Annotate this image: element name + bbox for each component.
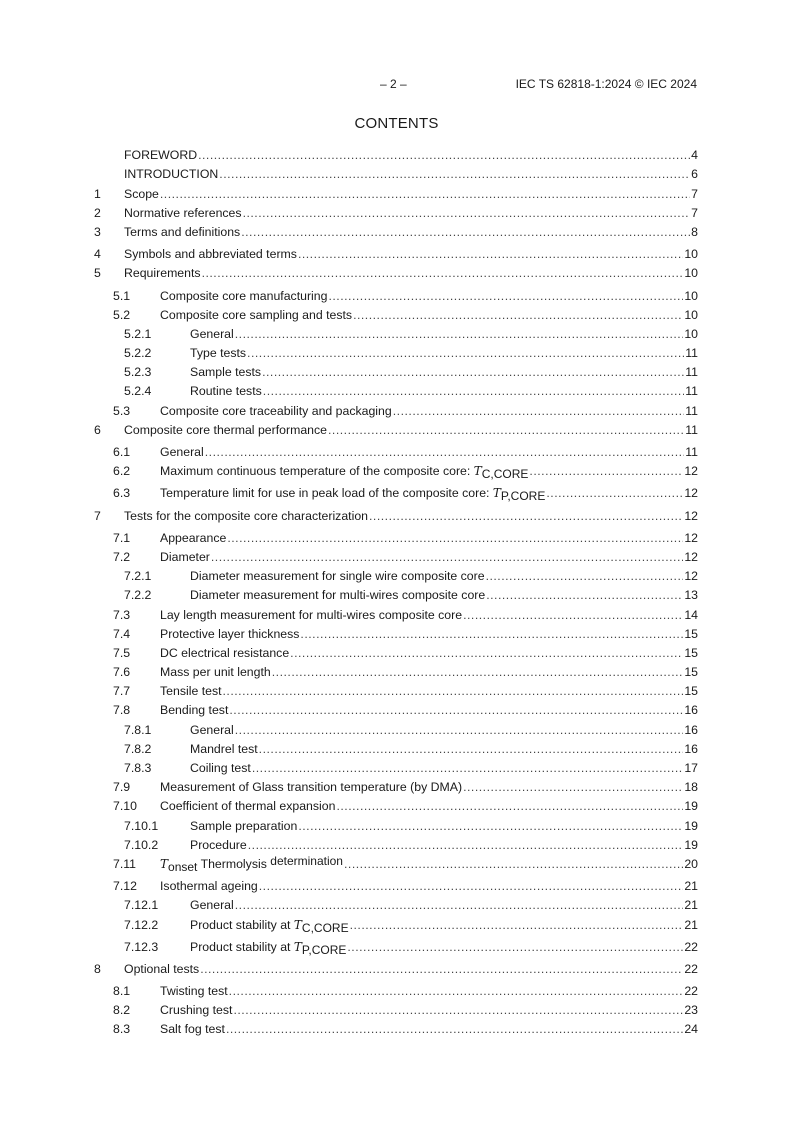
toc-entry-title bbox=[190, 587, 485, 603]
toc-entry-number: 7.12 bbox=[113, 879, 137, 894]
toc-entry-title bbox=[160, 983, 228, 999]
dot-leader bbox=[298, 818, 683, 834]
toc-entry-title bbox=[160, 549, 210, 565]
toc-entry-title bbox=[160, 798, 335, 814]
toc-entry-title bbox=[160, 645, 289, 661]
toc-entry-number: 7.10.2 bbox=[124, 837, 159, 852]
toc-entry[interactable] bbox=[94, 342, 698, 361]
toc-entry-title bbox=[160, 626, 299, 642]
toc-entry-number: 6.1 bbox=[113, 445, 131, 459]
toc-entry[interactable] bbox=[94, 441, 698, 460]
toc-entry-page: 11 bbox=[685, 365, 698, 380]
symbol-subscript: onset bbox=[168, 859, 198, 874]
toc-entry-title-text: Salt fog test bbox=[160, 1022, 225, 1037]
toc-entry-title bbox=[190, 818, 297, 834]
toc-entry-title bbox=[190, 326, 234, 342]
dot-leader bbox=[243, 205, 691, 221]
symbol-T: T bbox=[293, 939, 302, 954]
toc-entry-title-text: General bbox=[190, 722, 234, 737]
toc-entry[interactable] bbox=[94, 284, 698, 303]
toc-entry[interactable] bbox=[94, 834, 698, 853]
toc-entry-title-text: INTRODUCTION bbox=[124, 167, 219, 182]
dot-leader bbox=[227, 530, 683, 546]
toc-entry-title-text: Requirements bbox=[124, 266, 201, 281]
document-id: IEC TS 62818-1:2024 © IEC 2024 bbox=[515, 77, 697, 91]
dot-leader bbox=[248, 837, 684, 853]
dot-leader bbox=[463, 607, 683, 623]
toc-entry-number: 8.1 bbox=[113, 984, 131, 999]
symbol-T: T bbox=[473, 464, 482, 479]
dot-leader bbox=[235, 326, 684, 342]
toc-entry-title-text: Sample tests bbox=[190, 365, 262, 380]
toc-entry-page: 15 bbox=[684, 645, 698, 660]
toc-entry-page: 11 bbox=[685, 445, 698, 459]
toc-entry-title bbox=[124, 265, 201, 281]
page-header bbox=[0, 76, 793, 92]
toc-entry-title bbox=[124, 422, 327, 438]
toc-entry-number: 8.3 bbox=[113, 1022, 131, 1037]
toc-entry-page: 11 bbox=[685, 422, 698, 437]
dot-leader bbox=[259, 741, 684, 757]
toc-entry-page: 16 bbox=[684, 722, 698, 737]
toc-entry-title-text: FOREWORD bbox=[124, 148, 198, 163]
toc-entry-title-text: Twisting test bbox=[160, 984, 228, 999]
toc-entry-page: 18 bbox=[684, 780, 698, 795]
dot-leader bbox=[229, 983, 684, 999]
toc-entry-title bbox=[160, 702, 228, 718]
toc-entry-title bbox=[160, 664, 271, 680]
toc-entry[interactable] bbox=[94, 361, 698, 380]
toc-entry-page: 11 bbox=[685, 346, 698, 361]
toc-entry-title bbox=[190, 364, 261, 380]
toc-entry-title bbox=[160, 1021, 225, 1037]
dot-leader bbox=[205, 444, 684, 460]
toc-entry[interactable] bbox=[94, 323, 698, 342]
toc-entry-title-text: Appearance bbox=[160, 530, 227, 545]
toc-entry-page: 7 bbox=[691, 186, 698, 201]
toc-entry-number: 7.8.2 bbox=[124, 741, 152, 756]
toc-entry[interactable] bbox=[94, 958, 698, 977]
toc-entry-number: 7.12.1 bbox=[124, 898, 159, 913]
toc-entry[interactable] bbox=[94, 163, 698, 182]
toc-entry-title bbox=[124, 166, 218, 182]
dot-leader bbox=[202, 265, 684, 281]
toc-entry-number: 7.8 bbox=[113, 703, 131, 718]
dot-leader bbox=[298, 246, 683, 262]
symbol-T: T bbox=[160, 856, 169, 871]
dot-leader bbox=[328, 422, 684, 438]
toc-entry[interactable] bbox=[94, 623, 698, 642]
toc-entry[interactable] bbox=[94, 565, 698, 584]
dot-leader bbox=[486, 587, 683, 603]
toc-entry-number: 2 bbox=[94, 205, 101, 220]
dot-leader bbox=[263, 383, 684, 399]
toc-entry-page: 4 bbox=[691, 148, 698, 163]
symbol-subscript: C,CORE bbox=[481, 467, 529, 482]
toc-entry-page: 10 bbox=[684, 266, 698, 281]
toc-entry-page: 10 bbox=[684, 247, 698, 262]
toc-entry-title-text: Protective layer thickness bbox=[160, 626, 300, 641]
toc-entry-number: 8 bbox=[94, 961, 101, 976]
toc-entry-number: 7.4 bbox=[113, 626, 131, 641]
toc-entry-number: 4 bbox=[94, 247, 101, 262]
toc-entry[interactable] bbox=[94, 738, 698, 757]
toc-entry-number: 5.3 bbox=[113, 403, 131, 418]
toc-entry-page: 8 bbox=[691, 224, 698, 239]
toc-entry-title bbox=[190, 897, 234, 913]
toc-entry-page: 10 bbox=[684, 326, 698, 341]
toc-entry-page: 12 bbox=[684, 530, 698, 545]
toc-entry-number: 7.9 bbox=[113, 780, 131, 795]
symbol-subscript: C,CORE bbox=[301, 920, 349, 935]
toc-entry-title-text: DC electrical resistance bbox=[160, 645, 290, 660]
toc-entry-page: 15 bbox=[684, 665, 698, 680]
dot-leader bbox=[272, 664, 684, 680]
toc-entry-title bbox=[160, 683, 222, 699]
dot-leader bbox=[328, 288, 683, 304]
toc-entry-title bbox=[160, 530, 226, 546]
toc-entry-title bbox=[190, 837, 247, 853]
toc-entry-number: 7.6 bbox=[113, 665, 131, 680]
dot-leader bbox=[252, 760, 683, 776]
toc-entry-title-text: Sample preparation bbox=[190, 818, 298, 833]
toc-entry[interactable] bbox=[94, 814, 698, 833]
toc-entry-page: 21 bbox=[684, 898, 698, 913]
toc-entry[interactable] bbox=[94, 757, 698, 776]
toc-entry-page: 6 bbox=[691, 167, 698, 182]
toc-entry-number: 7.2 bbox=[113, 549, 131, 564]
dot-leader bbox=[486, 568, 684, 584]
toc-entry[interactable] bbox=[94, 419, 698, 438]
toc-entry-number: 5.2 bbox=[113, 307, 131, 322]
dot-leader bbox=[290, 645, 683, 661]
toc-entry-page: 19 bbox=[684, 818, 698, 833]
toc-entry[interactable] bbox=[94, 875, 698, 894]
toc-entry-number: 3 bbox=[94, 224, 101, 239]
toc-entry-title-text: Optional tests bbox=[124, 961, 200, 976]
toc-entry-title bbox=[124, 147, 197, 163]
toc-entry-number: 6.3 bbox=[113, 486, 131, 501]
toc-entry-page: 22 bbox=[684, 939, 698, 954]
toc-entry-title bbox=[190, 383, 262, 399]
dot-leader bbox=[235, 897, 684, 913]
toc-entry-title bbox=[190, 939, 346, 955]
toc-entry-title bbox=[124, 961, 199, 977]
toc-entry[interactable] bbox=[94, 304, 698, 323]
toc-entry-number: 7.7 bbox=[113, 684, 131, 699]
dot-leader bbox=[353, 307, 683, 323]
toc-entry-number: 7.8.1 bbox=[124, 722, 152, 737]
toc-entry-page: 15 bbox=[684, 684, 698, 699]
toc-entry-title-text: Coiling test bbox=[190, 761, 251, 775]
toc-entry-number: 5.2.4 bbox=[124, 384, 152, 399]
toc-entry-page: 10 bbox=[684, 288, 698, 303]
symbol-T: T bbox=[492, 486, 501, 501]
toc-entry-title-text: Temperature limit for use in peak load of the composite core: bbox=[160, 486, 493, 501]
dot-leader bbox=[463, 779, 683, 795]
toc-entry-title bbox=[160, 288, 327, 304]
toc-entry[interactable] bbox=[94, 546, 698, 565]
dot-leader bbox=[211, 549, 683, 565]
toc-entry-title-text: Tests for the composite core characterization bbox=[124, 508, 368, 523]
toc-entry-title-text: Symbols and abbreviated terms bbox=[124, 247, 297, 262]
toc-entry-page: 16 bbox=[684, 703, 698, 718]
toc-entry-title-text: Mandrel test bbox=[190, 741, 258, 756]
toc-entry[interactable] bbox=[94, 527, 698, 546]
page-number: – 2 – bbox=[380, 77, 407, 91]
toc-entry-page: 12 bbox=[684, 464, 698, 479]
dot-leader bbox=[198, 147, 690, 163]
toc-entry-number: 7.3 bbox=[113, 607, 131, 622]
toc-entry-number: 5 bbox=[94, 266, 101, 281]
toc-entry-title-text: Lay length measurement for multi-wires composite core bbox=[160, 607, 463, 622]
toc-entry-title bbox=[190, 345, 246, 361]
toc-entry-number: 5.1 bbox=[113, 288, 131, 303]
toc-entry-title-text: Terms and definitions bbox=[124, 224, 241, 239]
dot-leader bbox=[235, 722, 684, 738]
toc-entry[interactable] bbox=[94, 936, 698, 955]
toc-entry-title-text: Diameter measurement for multi-wires composite core bbox=[190, 588, 486, 603]
toc-entry-page: 16 bbox=[684, 741, 698, 756]
toc-entry[interactable] bbox=[94, 699, 698, 718]
toc-entry-title-cont: Thermolysis bbox=[197, 856, 271, 871]
toc-entry-title-raised: determination bbox=[270, 853, 343, 868]
table-of-contents bbox=[94, 144, 698, 1037]
symbol-T: T bbox=[293, 917, 302, 932]
toc-entry-number: 5.2.3 bbox=[124, 365, 152, 380]
toc-entry-title-text: Routine tests bbox=[190, 384, 262, 399]
symbol-subscript: P,CORE bbox=[500, 489, 546, 504]
toc-entry-page: 19 bbox=[684, 837, 698, 852]
toc-entry-title bbox=[124, 224, 240, 240]
dot-leader bbox=[226, 1021, 683, 1037]
toc-entry-page: 22 bbox=[684, 984, 698, 999]
symbol-subscript: P,CORE bbox=[301, 942, 347, 957]
dot-leader bbox=[219, 166, 690, 182]
toc-entry[interactable] bbox=[94, 999, 698, 1018]
dot-leader bbox=[229, 702, 683, 718]
toc-entry-title-text: Diameter measurement for single wire composite core bbox=[190, 569, 485, 584]
dot-leader bbox=[350, 917, 684, 933]
dot-leader bbox=[529, 463, 683, 479]
toc-entry[interactable] bbox=[94, 1018, 698, 1037]
dot-leader bbox=[300, 626, 683, 642]
toc-entry[interactable] bbox=[94, 680, 698, 699]
toc-entry[interactable] bbox=[94, 504, 698, 523]
toc-entry-page: 22 bbox=[684, 961, 698, 976]
toc-entry[interactable] bbox=[94, 642, 698, 661]
toc-entry-page: 14 bbox=[684, 607, 698, 622]
toc-entry-page: 17 bbox=[684, 761, 698, 775]
toc-entry-number: 7.12.3 bbox=[124, 939, 159, 954]
dot-leader bbox=[200, 961, 683, 977]
dot-leader bbox=[347, 939, 683, 955]
toc-entry-title-text: General bbox=[190, 326, 234, 341]
toc-entry-number: 7.10 bbox=[113, 799, 137, 814]
toc-entry[interactable] bbox=[94, 144, 698, 163]
toc-entry-number: 6.2 bbox=[113, 464, 131, 479]
toc-entry-number: 7.11 bbox=[113, 856, 137, 871]
toc-entry-title-text: Coefficient of thermal expansion bbox=[160, 799, 336, 814]
toc-entry-title bbox=[124, 205, 242, 221]
toc-entry[interactable] bbox=[94, 795, 698, 814]
toc-entry-number: 7.2.1 bbox=[124, 569, 152, 584]
toc-entry-title bbox=[124, 246, 297, 262]
toc-entry-number: 7.1 bbox=[113, 530, 131, 545]
toc-entry-title-text: Product stability at bbox=[190, 939, 294, 954]
toc-entry-page: 11 bbox=[685, 384, 698, 399]
toc-entry-page: 21 bbox=[684, 917, 698, 932]
dot-leader bbox=[241, 224, 690, 240]
toc-entry[interactable] bbox=[94, 853, 698, 872]
toc-entry-number: 6 bbox=[94, 422, 101, 437]
toc-entry-page: 23 bbox=[684, 1003, 698, 1018]
toc-entry-title-text: Isothermal ageing bbox=[160, 879, 258, 894]
dot-leader bbox=[262, 364, 684, 380]
toc-entry-title-text: Composite core sampling and tests bbox=[160, 307, 353, 322]
dot-leader bbox=[223, 683, 684, 699]
toc-entry-title bbox=[160, 444, 204, 460]
toc-entry-number: 1 bbox=[94, 186, 101, 201]
toc-entry[interactable] bbox=[94, 980, 698, 999]
toc-entry-title bbox=[190, 568, 485, 584]
toc-entry[interactable] bbox=[94, 584, 698, 603]
toc-entry-number: 5.2.2 bbox=[124, 346, 152, 361]
toc-entry-title bbox=[160, 853, 343, 874]
dot-leader bbox=[344, 856, 683, 872]
toc-entry-page: 20 bbox=[684, 856, 698, 871]
toc-entry-title bbox=[190, 722, 234, 738]
toc-entry[interactable] bbox=[94, 243, 698, 262]
dot-leader bbox=[259, 878, 684, 894]
toc-entry-title bbox=[124, 186, 159, 202]
dot-leader bbox=[336, 798, 683, 814]
toc-entry-title bbox=[160, 307, 352, 323]
toc-entry-title-text: Measurement of Glass transition temperature (by DMA) bbox=[160, 780, 463, 795]
toc-entry-title bbox=[160, 403, 392, 419]
toc-entry-title-text: Diameter bbox=[160, 549, 210, 564]
toc-entry-title-text: Procedure bbox=[190, 837, 247, 852]
dot-leader bbox=[233, 1002, 683, 1018]
toc-entry-page: 10 bbox=[684, 307, 698, 322]
toc-entry[interactable] bbox=[94, 913, 698, 935]
toc-entry-number: 7.10.1 bbox=[124, 818, 159, 833]
toc-entry-page: 19 bbox=[684, 799, 698, 814]
dot-leader bbox=[393, 403, 685, 419]
toc-entry-title bbox=[190, 760, 251, 776]
toc-entry[interactable] bbox=[94, 482, 698, 504]
toc-entry-title bbox=[190, 917, 349, 933]
toc-entry-title-text: General bbox=[160, 445, 204, 459]
toc-entry-title-text: Composite core manufacturing bbox=[160, 288, 328, 303]
toc-entry[interactable] bbox=[94, 776, 698, 795]
toc-entry-number: 5.2.1 bbox=[124, 326, 152, 341]
toc-entry-title bbox=[124, 508, 368, 524]
toc-entry-title bbox=[160, 607, 462, 623]
toc-entry-title bbox=[160, 878, 258, 894]
dot-leader bbox=[546, 485, 683, 501]
toc-entry-number: 8.2 bbox=[113, 1003, 131, 1018]
toc-entry-page: 7 bbox=[691, 205, 698, 220]
toc-entry[interactable] bbox=[94, 661, 698, 680]
toc-entry-number: 7.5 bbox=[113, 645, 131, 660]
toc-entry-title bbox=[160, 463, 529, 482]
toc-entry-title-text: Tensile test bbox=[160, 684, 222, 699]
toc-entry-title-text: Maximum continuous temperature of the composite core: bbox=[160, 464, 474, 479]
toc-entry[interactable] bbox=[94, 202, 698, 221]
toc-entry[interactable] bbox=[94, 380, 698, 399]
toc-entry-page: 15 bbox=[684, 626, 698, 641]
toc-entry-page: 13 bbox=[684, 588, 698, 603]
toc-entry-page: 12 bbox=[684, 486, 698, 501]
toc-entry-title-text: Mass per unit length bbox=[160, 665, 271, 680]
toc-entry[interactable] bbox=[94, 182, 698, 201]
toc-entry-page: 24 bbox=[684, 1022, 698, 1037]
toc-entry-title bbox=[190, 741, 258, 757]
dot-leader bbox=[160, 186, 690, 202]
toc-entry[interactable] bbox=[94, 603, 698, 622]
toc-entry-title bbox=[160, 779, 462, 795]
toc-entry[interactable] bbox=[94, 718, 698, 737]
toc-entry-title-text: Type tests bbox=[190, 346, 247, 361]
toc-entry[interactable] bbox=[94, 262, 698, 281]
toc-entry-title-text: Product stability at bbox=[190, 917, 294, 932]
toc-entry-page: 12 bbox=[684, 569, 698, 584]
toc-entry-title-text: Bending test bbox=[160, 703, 229, 718]
toc-entry-page: 11 bbox=[685, 403, 698, 418]
dot-leader bbox=[369, 508, 683, 524]
toc-entry-page: 12 bbox=[684, 549, 698, 564]
toc-entry-page: 12 bbox=[684, 508, 698, 523]
toc-entry-number: 7.8.3 bbox=[124, 761, 152, 775]
toc-entry-number: 7.12.2 bbox=[124, 917, 159, 932]
toc-entry-title-text: Composite core traceability and packaging bbox=[160, 403, 392, 418]
toc-entry[interactable] bbox=[94, 399, 698, 418]
toc-entry[interactable] bbox=[94, 460, 698, 482]
page-title: CONTENTS bbox=[354, 115, 439, 132]
toc-entry-number: 7 bbox=[94, 508, 101, 523]
toc-entry[interactable] bbox=[94, 894, 698, 913]
toc-entry-title-text: Crushing test bbox=[160, 1003, 233, 1018]
dot-leader bbox=[247, 345, 684, 361]
toc-entry-title-text: Composite core thermal performance bbox=[124, 422, 327, 437]
toc-entry-number: 7.2.2 bbox=[124, 588, 152, 603]
toc-entry-title-text: Scope bbox=[124, 186, 159, 201]
toc-entry[interactable] bbox=[94, 221, 698, 240]
toc-entry-title bbox=[160, 485, 546, 504]
toc-entry-page: 21 bbox=[684, 879, 698, 894]
toc-entry-title bbox=[160, 1002, 232, 1018]
toc-entry-title-text: Normative references bbox=[124, 205, 242, 220]
toc-entry-title-text: General bbox=[190, 898, 234, 913]
